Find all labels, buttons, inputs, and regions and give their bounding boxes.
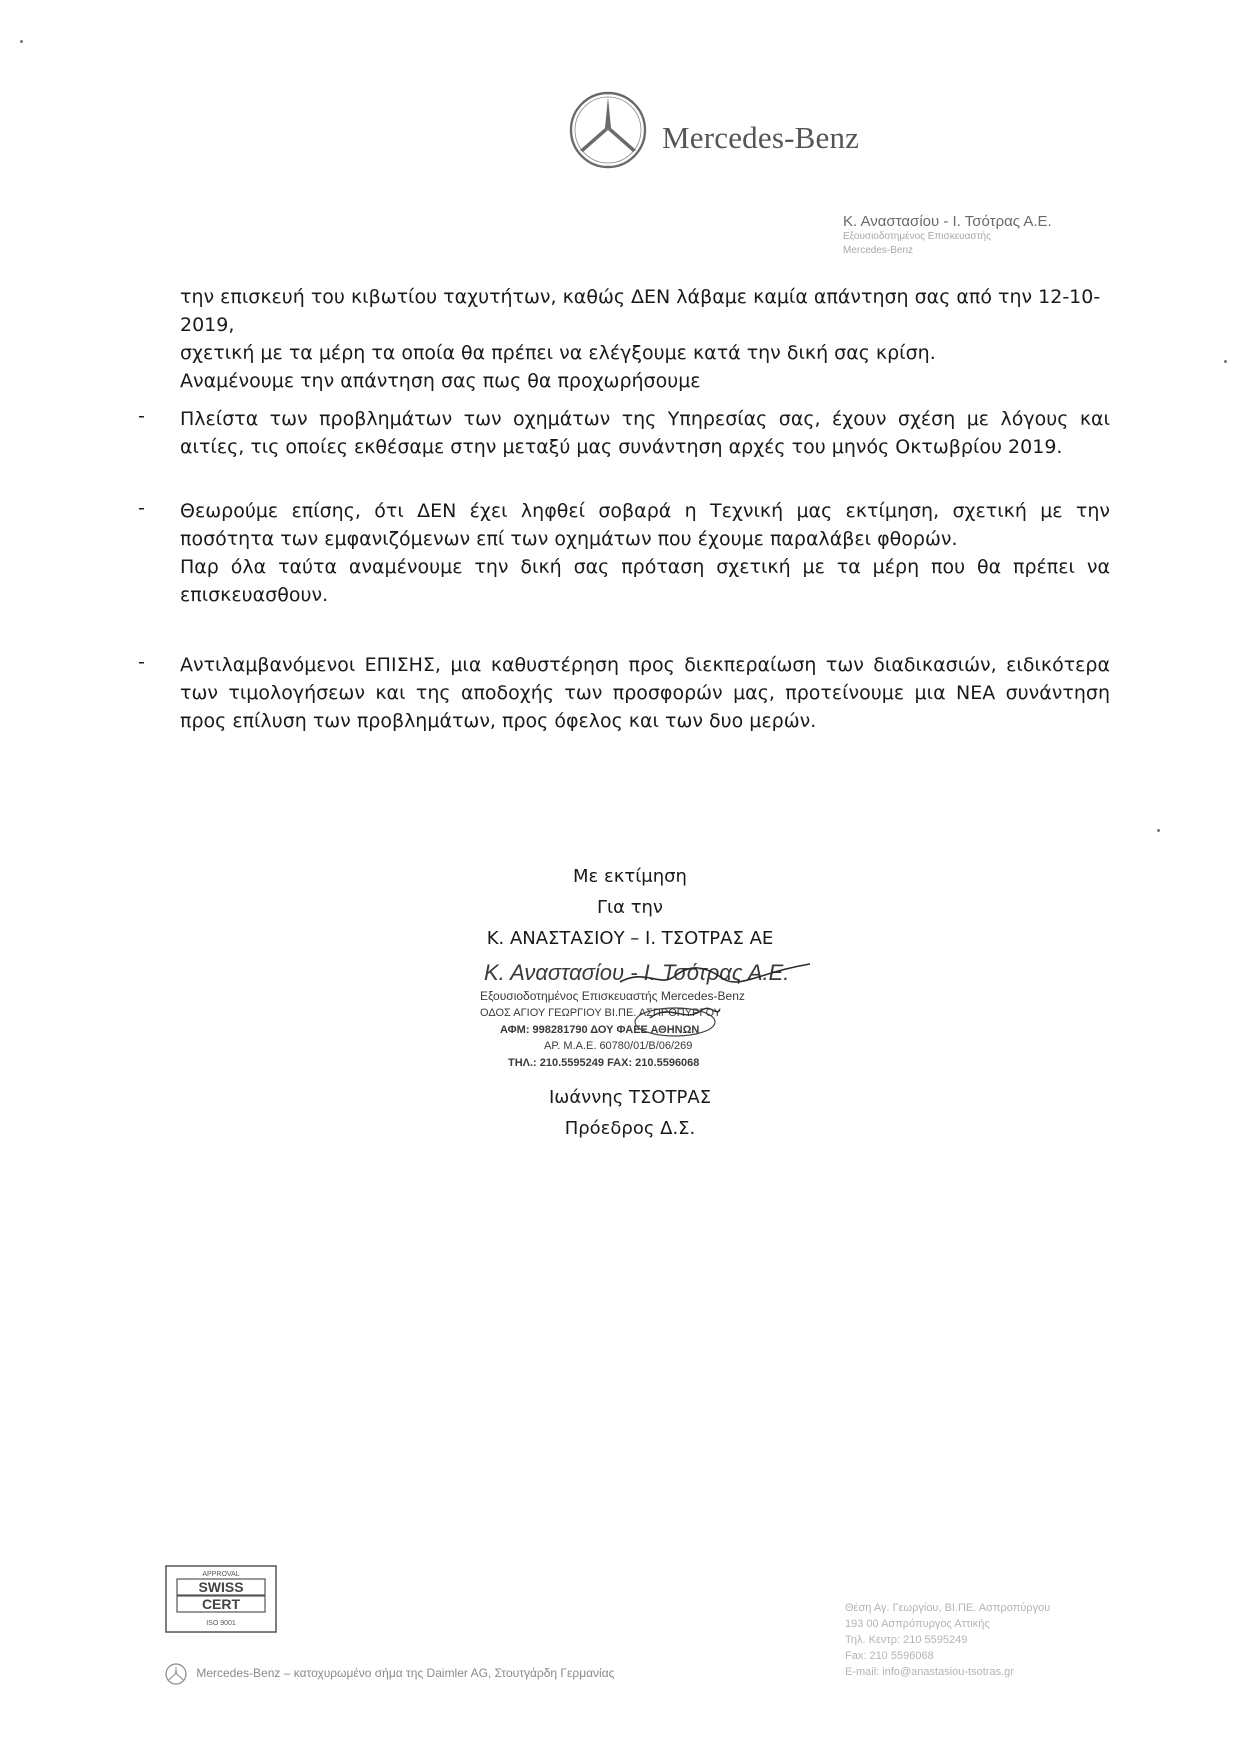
bullet-item-2-continuation: Παρ όλα ταύτα αναμένουμε την δική σας πρόταση σχετική με τα μέρη που θα πρέπει να επισκευασθουν. [180,556,1110,606]
scan-speck [1224,360,1227,363]
stamp-line-2: Εξουσιοδοτημένος Επισκευαστής Mercedes-Benz [480,989,745,1003]
stamp-line-4: ΑΦΜ: 998281790 ΔΟΥ ΦΑΕΕ ΑΘΗΝΩΝ [500,1024,700,1036]
footer-address-line-2: 193 00 Ασπρόπυργος Αττικής [845,1618,990,1630]
svg-text:CERT: CERT [201,1596,241,1612]
stamp-line-6: ΤΗΛ.: 210.5595249 FAX: 210.5596068 [508,1057,700,1069]
bullet-marker-2: - [138,497,145,519]
footer-address-line-1: Θέση Αγ. Γεωργίου, ΒΙ.ΠΕ. Ασπροπύργου [845,1602,1051,1614]
stamp-line-5: ΑΡ. Μ.Α.Ε. 60780/01/Β/06/269 [544,1040,693,1052]
closing-for: Για την [596,897,663,918]
intro-line-3: Αναμένουμε την απάντηση σας πως θα προχωρήσουμε [180,370,701,392]
svg-text:ISO 9001: ISO 9001 [206,1620,236,1627]
mercedes-star-logo-icon [566,88,650,172]
footer-phone: Τηλ. Κεντρ: 210 5595249 [845,1634,968,1646]
bullet-item-2-text: Θεωρούμε επίσης, ότι ΔΕΝ έχει ληφθεί σοβαρά η Τεχνική μας εκτίμηση, σχετική με την ποσότητα των εμφανιζόμενων επί των οχημάτων που έχουμε παραλάβει φθορών. [180,500,1110,550]
intro-line-1: την επισκευή του κιβωτίου ταχυτήτων, καθώς ΔΕΝ λάβαμε καμία απάντηση σας από την 12-10-2019, [180,286,1101,336]
bullet-marker-1: - [138,405,145,427]
footer-trademark-text: Mercedes-Benz – κατοχυρωμένο σήμα της Daimler AG, Στουτγάρδη Γερμανίας [196,1666,615,1681]
bullet-item-3: Αντιλαμβανόμενοι ΕΠΙΣΗΣ, μια καθυστέρηση προς διεκπεραίωση των διαδικασιών, ειδικότερα των τιμολογήσεων και της αποδοχής των προσφορών μας, προτείνουμε μια ΝΕΑ συνάντηση προς επίλυση των προβλημάτων, προς όφελος και των δυο μερών. [180,654,1110,732]
dealer-heading [843,213,1052,258]
brand-name: Mercedes-Benz [662,120,860,155]
footer-fax: Fax: 210 5596068 [845,1650,934,1662]
signer-block [480,1082,780,1144]
signer-title: Πρόεδρος Δ.Σ. [564,1118,696,1139]
closing-block [480,861,780,954]
closing-regards: Με εκτίμηση [573,866,687,887]
company-stamp-with-signature [470,958,810,1078]
dealer-line-2: Mercedes-Benz [843,245,914,256]
bullet-marker-3: - [138,651,145,673]
dealer-name: Κ. Αναστασίου - Ι. Τσότρας Α.Ε. [843,213,1052,230]
svg-text:APPROVAL: APPROVAL [202,1571,240,1578]
bullet-item-1: Πλείστα των προβλημάτων των οχημάτων της Υπηρεσίας σας, έχουν σχέση με λόγους και αιτίες, τις οποίες εκθέσαμε στην μεταξύ μας συνάντηση αρχές του μηνός Οκτωβρίου 2019. [180,408,1110,458]
stamp-line-1: Κ. Αναστασίου - Ι. Τσότρας Α.Ε. [484,960,790,985]
svg-text:SWISS: SWISS [198,1579,244,1595]
signer-name: Ιωάννης ΤΣΟΤΡΑΣ [548,1087,712,1108]
scan-speck [1157,829,1160,832]
stamp-line-3: ΟΔΟΣ ΑΓΙΟΥ ΓΕΩΡΓΙΟΥ ΒΙ.ΠΕ. ΑΣΠΡΟΠΥΡΓΟΥ [480,1007,721,1019]
dealer-line-1: Εξουσιοδοτημένος Επισκευαστής [843,231,991,242]
scan-speck [20,40,23,43]
swiss-cert-iso-badge [165,1565,277,1633]
intro-paragraph [180,283,1110,395]
footer-email: E-mail: info@anastasiou-tsotras.gr [845,1666,1014,1678]
intro-line-2: σχετική με τα μέρη τα οποία θα πρέπει να ελέγξουμε κατά την δική σας κρίση. [180,342,936,364]
closing-company: Κ. ΑΝΑΣΤΑΣΙΟΥ – Ι. ΤΣΟΤΡΑΣ ΑΕ [486,928,774,949]
footer-contact-block [845,1600,1050,1680]
mercedes-star-small-icon [165,1663,187,1685]
footer-trademark [165,1663,614,1685]
bullet-item-2 [180,497,1110,609]
